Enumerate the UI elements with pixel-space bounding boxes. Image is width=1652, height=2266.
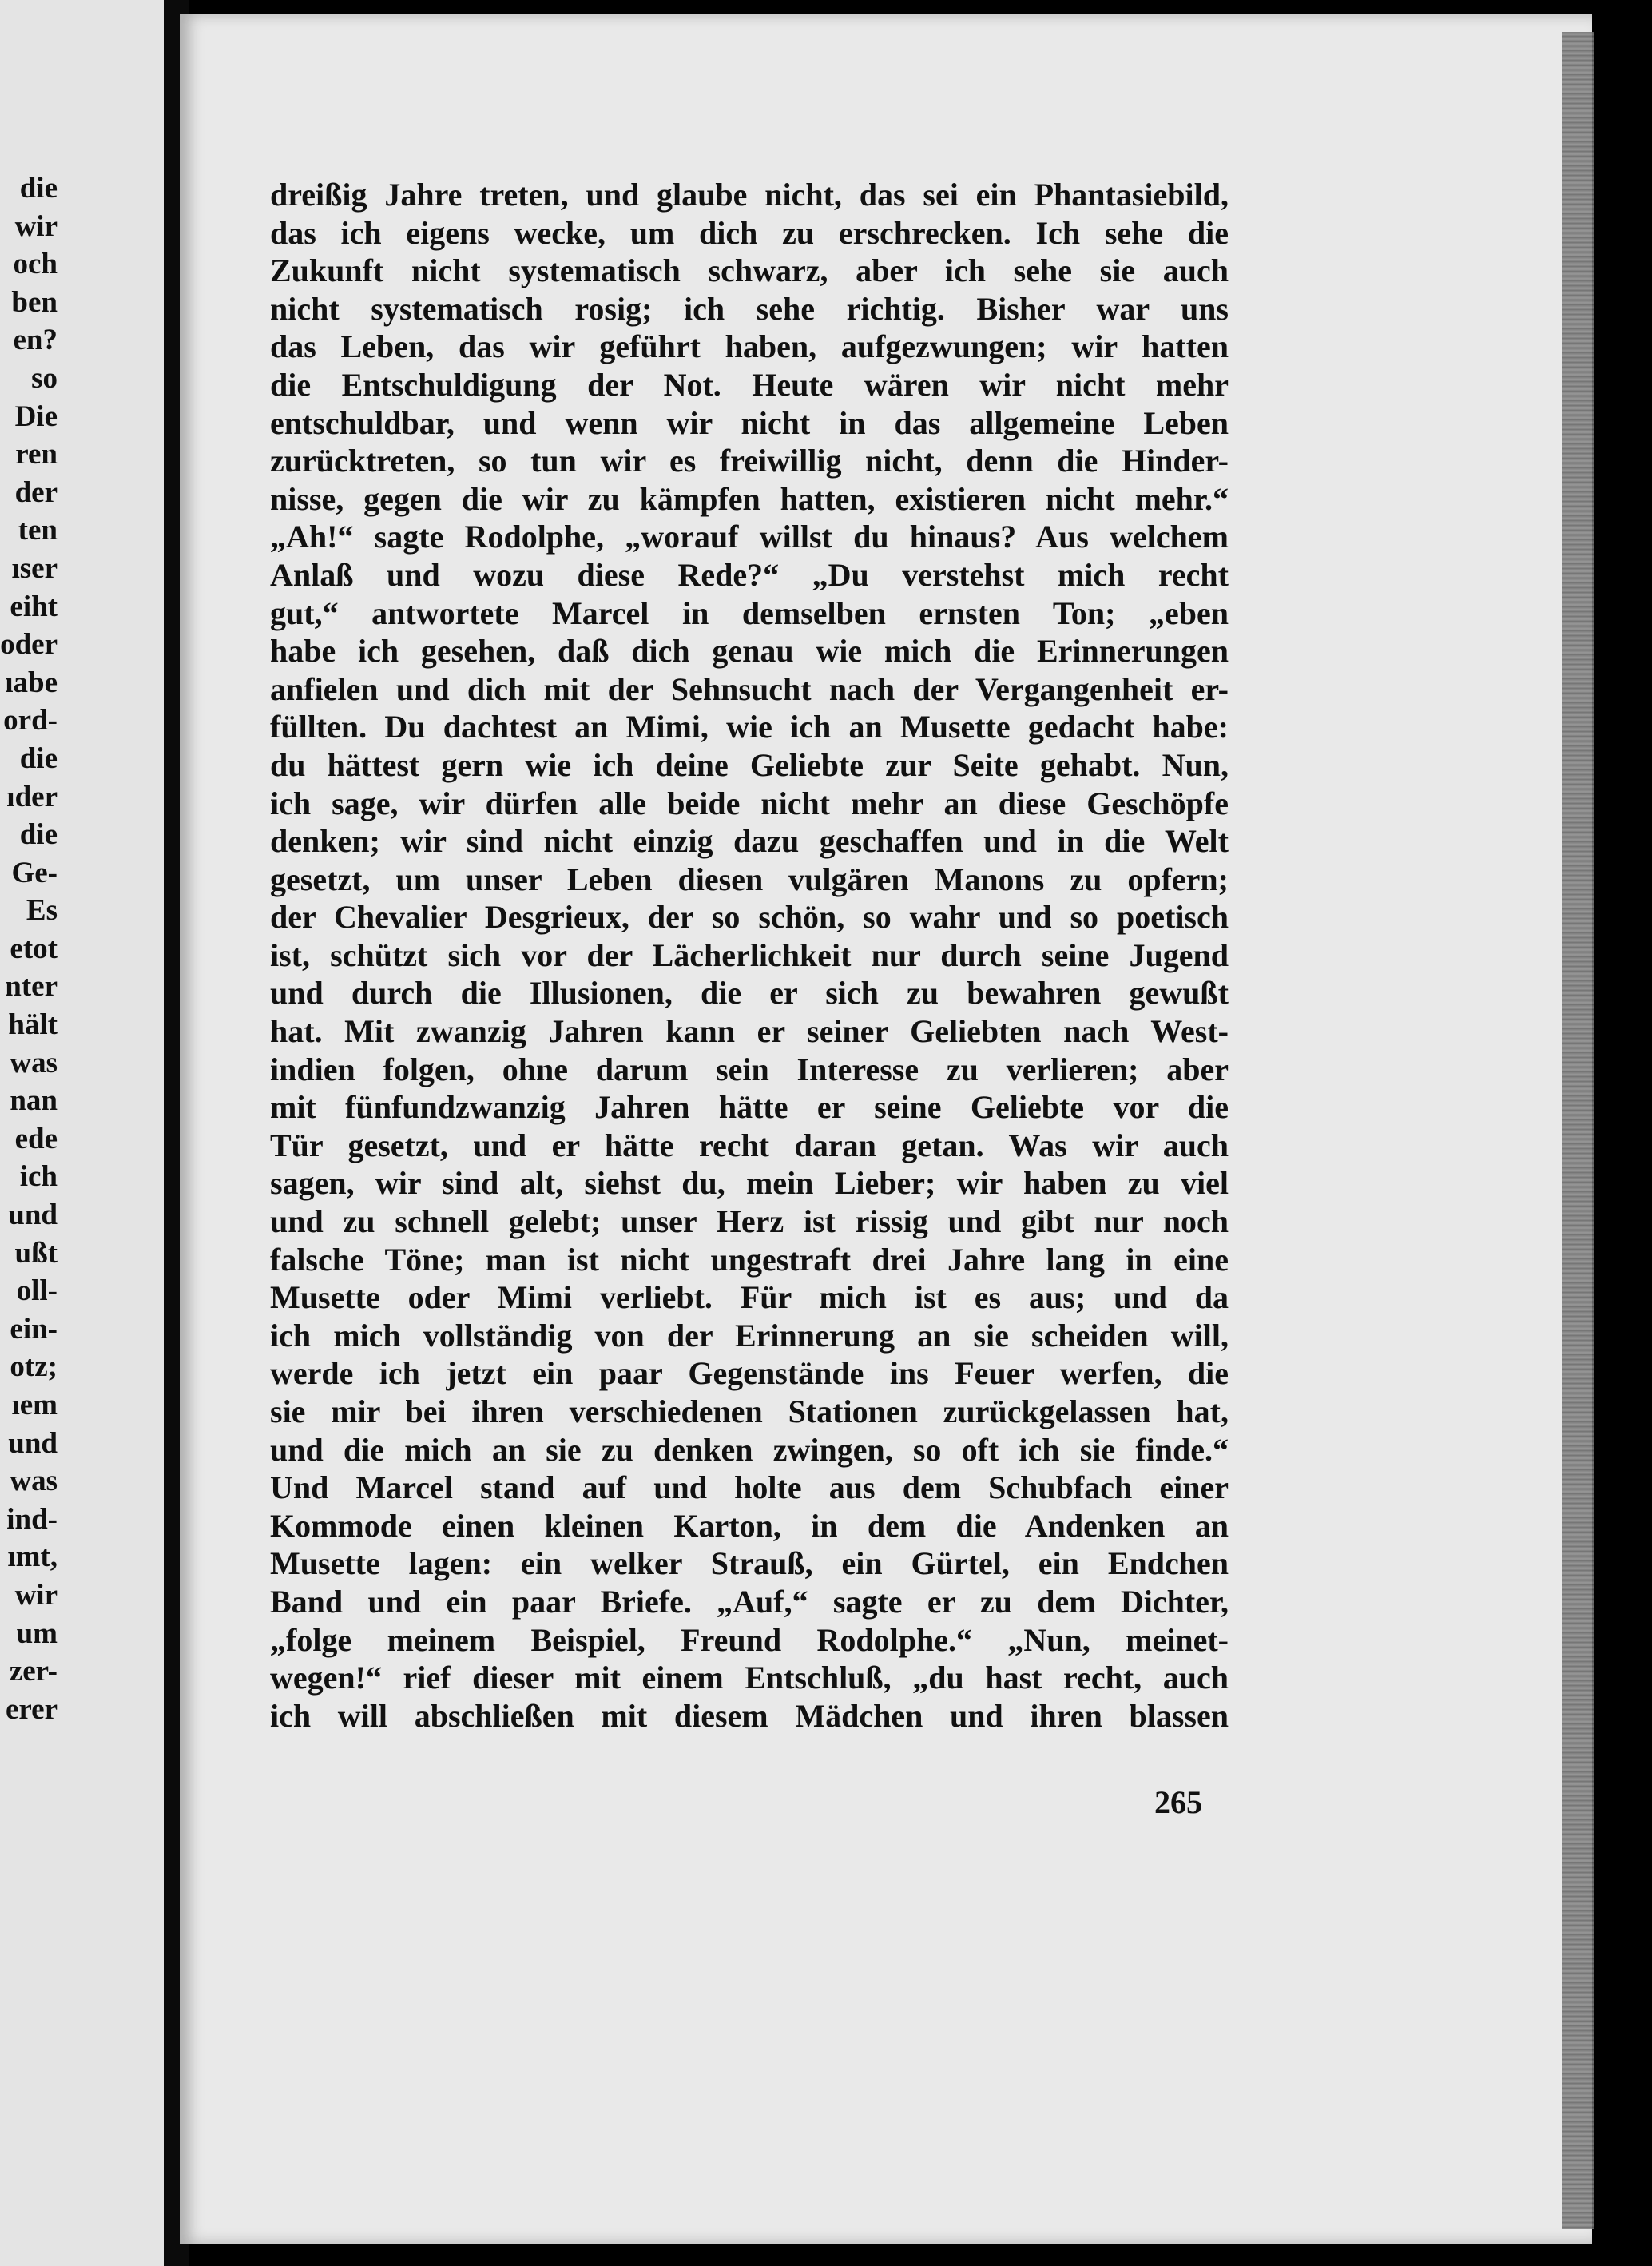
text-line: gesetzt, um unser Leben diesen vulgären Manons zu opfern; (270, 861, 1229, 897)
left-page-line: ich (19, 1160, 58, 1194)
left-page-line: was (10, 1465, 58, 1498)
left-page-line: Die (14, 400, 58, 433)
text-line: und durch die Illusionen, die er sich zu bewahren gewußt (270, 975, 1229, 1012)
left-page-line: und (8, 1426, 58, 1460)
text-line: und die mich an sie zu denken zwingen, so oft ich sie finde.“ (270, 1431, 1229, 1468)
left-page-line: die (19, 741, 58, 775)
left-page-fragment (0, 0, 172, 2266)
left-page-line: ede (14, 1122, 58, 1155)
text-line: denken; wir sind nicht einzig dazu geschaffen und in die Welt (270, 823, 1229, 860)
left-page-line: nan (10, 1084, 58, 1118)
left-page-line: ımt, (7, 1540, 58, 1574)
left-page-line: ten (18, 514, 58, 547)
left-page-line: nter (5, 970, 58, 1004)
left-page-line: zer- (9, 1655, 58, 1688)
left-page-line: der (14, 475, 58, 509)
text-line: du hättest gern wie ich deine Geliebte zur Seite gehabt. Nun, (270, 746, 1229, 783)
text-line: habe ich gesehen, daß dich genau wie mich die Erinnerungen (270, 633, 1229, 670)
text-line: dreißig Jahre treten, und glaube nicht, das sei ein Phantasiebild, (270, 177, 1229, 213)
text-line: indien folgen, ohne darum sein Interesse zu verlieren; aber (270, 1051, 1229, 1087)
left-page-line: und (8, 1199, 58, 1232)
text-line: der Chevalier Desgrieux, der so schön, so wahr und so poetisch (270, 899, 1229, 936)
left-page-line: oll- (16, 1274, 58, 1308)
text-line: nicht systematisch rosig; ich sehe richtig. Bisher war uns (270, 290, 1229, 327)
text-line: ich will abschließen mit diesem Mädchen und ihren blassen (270, 1697, 1229, 1734)
text-line: Band und ein paar Briefe. „Auf,“ sagte er zu dem Dichter, (270, 1583, 1229, 1620)
left-page-line: wir (14, 1578, 58, 1612)
left-page-line: die (19, 818, 58, 852)
left-page-line: oder (0, 628, 58, 662)
text-line: gut,“ antwortete Marcel in demselben ernsten Ton; „eben (270, 594, 1229, 631)
left-page-line: ıser (11, 551, 58, 585)
left-page-line: ıabe (5, 666, 58, 699)
text-line: Kommode einen kleinen Karton, in dem die Andenken an (270, 1507, 1229, 1544)
text-line: sie mir bei ihren verschiedenen Stationen zurückgelassen hat, (270, 1393, 1229, 1429)
left-page-line: etot (10, 932, 58, 965)
left-page-line: och (13, 248, 58, 281)
left-page-line: ußt (14, 1236, 58, 1270)
left-page-line: ein- (10, 1312, 58, 1346)
left-page-line: Es (26, 894, 58, 928)
left-page-line: die (19, 172, 58, 205)
left-page-line: ıem (11, 1389, 58, 1421)
text-line: füllten. Du dachtest an Mimi, wie ich an Musette gedacht habe: (270, 709, 1229, 745)
text-line: die Entschuldigung der Not. Heute wären wir nicht mehr (270, 366, 1229, 403)
left-page-line: wir (14, 209, 58, 243)
text-line: Musette lagen: ein welker Strauß, ein Gürtel, ein Endchen (270, 1545, 1229, 1582)
left-page-line: en? (13, 324, 58, 357)
text-line: „folge meinem Beispiel, Freund Rodolphe.“ „Nun, meinet- (270, 1621, 1229, 1658)
page-number: 265 (1154, 1784, 1202, 1820)
text-line: falsche Töne; man ist nicht ungestraft drei Jahre lang in eine (270, 1241, 1229, 1278)
text-line: sagen, wir sind alt, siehst du, mein Lieber; wir haben zu viel (270, 1165, 1229, 1202)
left-page-text-column (0, 169, 58, 1728)
left-page-line: ind- (6, 1502, 58, 1536)
text-line: wegen!“ rief dieser mit einem Entschluß, „du hast recht, auch (270, 1660, 1229, 1696)
left-page-line: ben (11, 285, 58, 319)
left-page-line: ren (15, 438, 58, 471)
text-line: anfielen und dich mit der Sehnsucht nach der Vergangenheit er- (270, 670, 1229, 707)
text-line: hat. Mit zwanzig Jahren kann er seiner Geliebten nach West- (270, 1013, 1229, 1050)
text-line: und zu schnell gelebt; unser Herz ist rissig und gibt nur noch (270, 1203, 1229, 1240)
left-page-line: was (10, 1046, 58, 1079)
left-page-line: eiht (10, 590, 58, 623)
text-line: das ich eigens wecke, um dich zu erschrecken. Ich sehe die (270, 214, 1229, 251)
text-line: Anlaß und wozu diese Rede?“ „Du verstehst mich recht (270, 556, 1229, 593)
text-line: Musette oder Mimi verliebt. Für mich ist es aus; und da (270, 1279, 1229, 1316)
text-line: „Ah!“ sagte Rodolphe, „worauf willst du hinaus? Aus welchem (270, 519, 1229, 555)
body-text (270, 176, 1229, 1735)
left-page-line: Ge- (11, 856, 58, 889)
left-page-line: erer (5, 1692, 58, 1726)
text-line: nisse, gegen die wir zu kämpfen hatten, existieren nicht mehr.“ (270, 480, 1229, 517)
left-page-line: ıder (6, 780, 58, 813)
page-edge (1562, 32, 1594, 2229)
left-page-line: otz; (10, 1350, 58, 1384)
left-page-line: hält (8, 1008, 58, 1042)
left-page-line: so (31, 361, 58, 395)
text-line: zurücktreten, so tun wir es freiwillig nicht, denn die Hinder- (270, 443, 1229, 479)
text-line: ich sage, wir dürfen alle beide nicht mehr an diese Geschöpfe (270, 785, 1229, 821)
text-line: werde ich jetzt ein paar Gegenstände ins Feuer werfen, die (270, 1355, 1229, 1392)
text-line: Zukunft nicht systematisch schwarz, aber ich sehe sie auch (270, 252, 1229, 289)
left-page-line: um (16, 1616, 58, 1650)
text-line: das Leben, das wir geführt haben, aufgezwungen; wir hatten (270, 328, 1229, 365)
text-line: Und Marcel stand auf und holte aus dem Schubfach einer (270, 1469, 1229, 1506)
text-line: mit fünfundzwanzig Jahren hätte er seine Geliebte vor die (270, 1089, 1229, 1126)
left-page-line: ord- (3, 704, 58, 737)
text-line: ist, schützt sich vor der Lächerlichkeit nur durch seine Jugend (270, 936, 1229, 973)
text-line: Tür gesetzt, und er hätte recht daran getan. Was wir auch (270, 1127, 1229, 1163)
text-line: entschuldbar, und wenn wir nicht in das allgemeine Leben (270, 404, 1229, 441)
text-line: ich mich vollständig von der Erinnerung an sie scheiden will, (270, 1317, 1229, 1354)
